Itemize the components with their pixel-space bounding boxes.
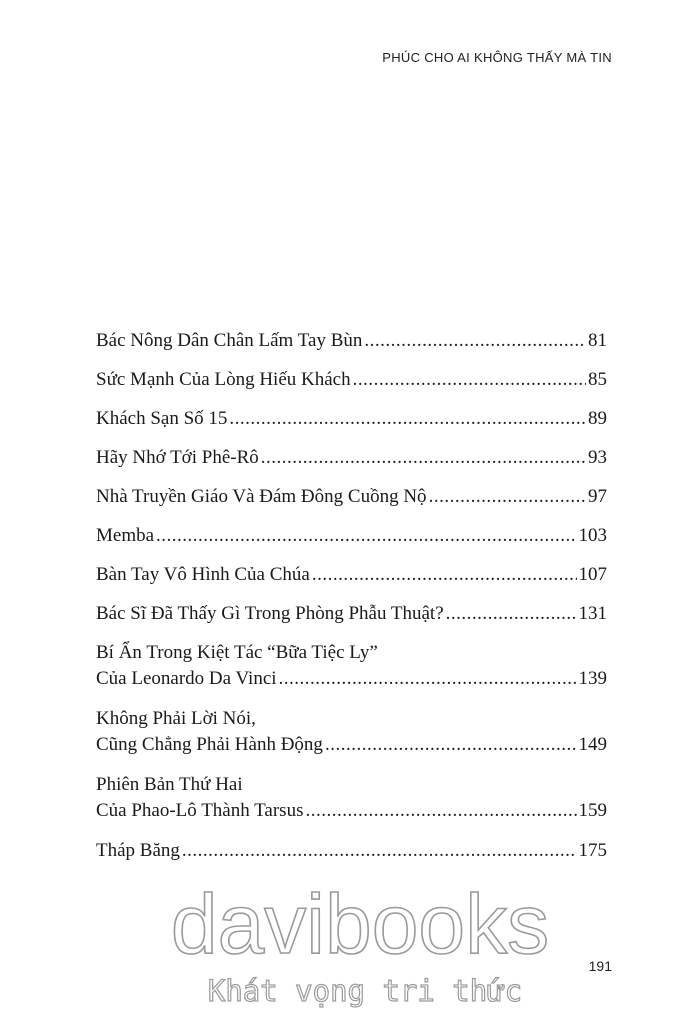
toc-line: [96, 406, 607, 432]
toc-entry[interactable]: [96, 640, 607, 692]
dot-leader: [305, 798, 576, 824]
toc-entry-page: 139: [578, 668, 607, 689]
toc-entry[interactable]: [96, 445, 607, 471]
toc-entry-title: Của Phao-Lô Thành Tarsus: [96, 800, 304, 821]
toc-entry-title-line1: Bí Ẩn Trong Kiệt Tác “Bữa Tiệc Ly”: [96, 642, 378, 663]
dot-leader: [446, 601, 577, 627]
dot-leader: [364, 328, 586, 354]
running-header: PHÚC CHO AI KHÔNG THẤY MÀ TIN: [382, 50, 612, 65]
page-number: 191: [588, 958, 612, 974]
toc-line: [96, 838, 607, 864]
dot-leader: [261, 445, 586, 471]
toc-line: [96, 328, 607, 354]
dot-leader: [279, 666, 577, 692]
dot-leader: [325, 732, 577, 758]
toc-entry-page: 175: [578, 840, 607, 861]
toc-line: [96, 601, 607, 627]
toc-entry-title: Bàn Tay Vô Hình Của Chúa: [96, 564, 310, 585]
toc-entry-page: 81: [588, 330, 607, 351]
toc-line: [96, 523, 607, 549]
toc-entry-page: 107: [578, 564, 607, 585]
toc-entry-title: Nhà Truyền Giáo Và Đám Đông Cuồng Nộ: [96, 486, 427, 507]
dot-leader: [353, 367, 586, 393]
table-of-contents: [96, 328, 607, 877]
toc-entry[interactable]: [96, 367, 607, 393]
toc-entry-title: Bác Nông Dân Chân Lấm Tay Bùn: [96, 330, 363, 351]
dot-leader: [182, 838, 577, 864]
toc-entry-title: Hãy Nhớ Tới Phê-Rô: [96, 447, 259, 468]
toc-entry-title-line1: Không Phải Lời Nói,: [96, 708, 256, 729]
dot-leader: [312, 562, 577, 588]
toc-entry[interactable]: [96, 484, 607, 510]
toc-line: [96, 562, 607, 588]
toc-entry-page: 85: [588, 369, 607, 390]
toc-entry-title: Khách Sạn Số 15: [96, 408, 228, 429]
toc-entry[interactable]: [96, 601, 607, 627]
toc-entry-page: 89: [588, 408, 607, 429]
toc-entry[interactable]: [96, 562, 607, 588]
toc-entry-title-line1: Phiên Bản Thứ Hai: [96, 774, 243, 795]
toc-entry-title: Cũng Chẳng Phải Hành Động: [96, 734, 323, 755]
toc-entry-page: 103: [578, 525, 607, 546]
toc-entry-title: Của Leonardo Da Vinci: [96, 668, 277, 689]
dot-leader: [229, 406, 586, 432]
toc-entry[interactable]: [96, 406, 607, 432]
toc-line: [96, 484, 607, 510]
toc-entry[interactable]: [96, 838, 607, 864]
toc-entry-title: Tháp Băng: [96, 840, 180, 861]
toc-entry-title: Memba: [96, 525, 155, 546]
toc-entry[interactable]: [96, 328, 607, 354]
toc-entry-title: Sức Mạnh Của Lòng Hiếu Khách: [96, 369, 351, 390]
toc-entry-page: 131: [578, 603, 607, 624]
toc-line: [96, 666, 607, 692]
toc-line: [96, 798, 607, 824]
dot-leader: [156, 523, 576, 549]
toc-entry-page: 93: [588, 447, 607, 468]
toc-line: [96, 445, 607, 471]
toc-line: [96, 732, 607, 758]
toc-line: [96, 367, 607, 393]
watermark-logo: [160, 875, 560, 1015]
toc-entry-page: 159: [578, 800, 607, 821]
dot-leader: [429, 484, 586, 510]
toc-entry[interactable]: [96, 523, 607, 549]
watermark-tagline: Khát vọng tri thức: [207, 974, 523, 1008]
toc-entry[interactable]: [96, 772, 607, 824]
watermark-brand: davibooks: [170, 877, 550, 971]
toc-entry[interactable]: [96, 706, 607, 758]
toc-entry-page: 97: [588, 486, 607, 507]
toc-entry-title: Bác Sĩ Đã Thấy Gì Trong Phòng Phẫu Thuật?: [96, 603, 444, 624]
toc-entry-page: 149: [578, 734, 607, 755]
